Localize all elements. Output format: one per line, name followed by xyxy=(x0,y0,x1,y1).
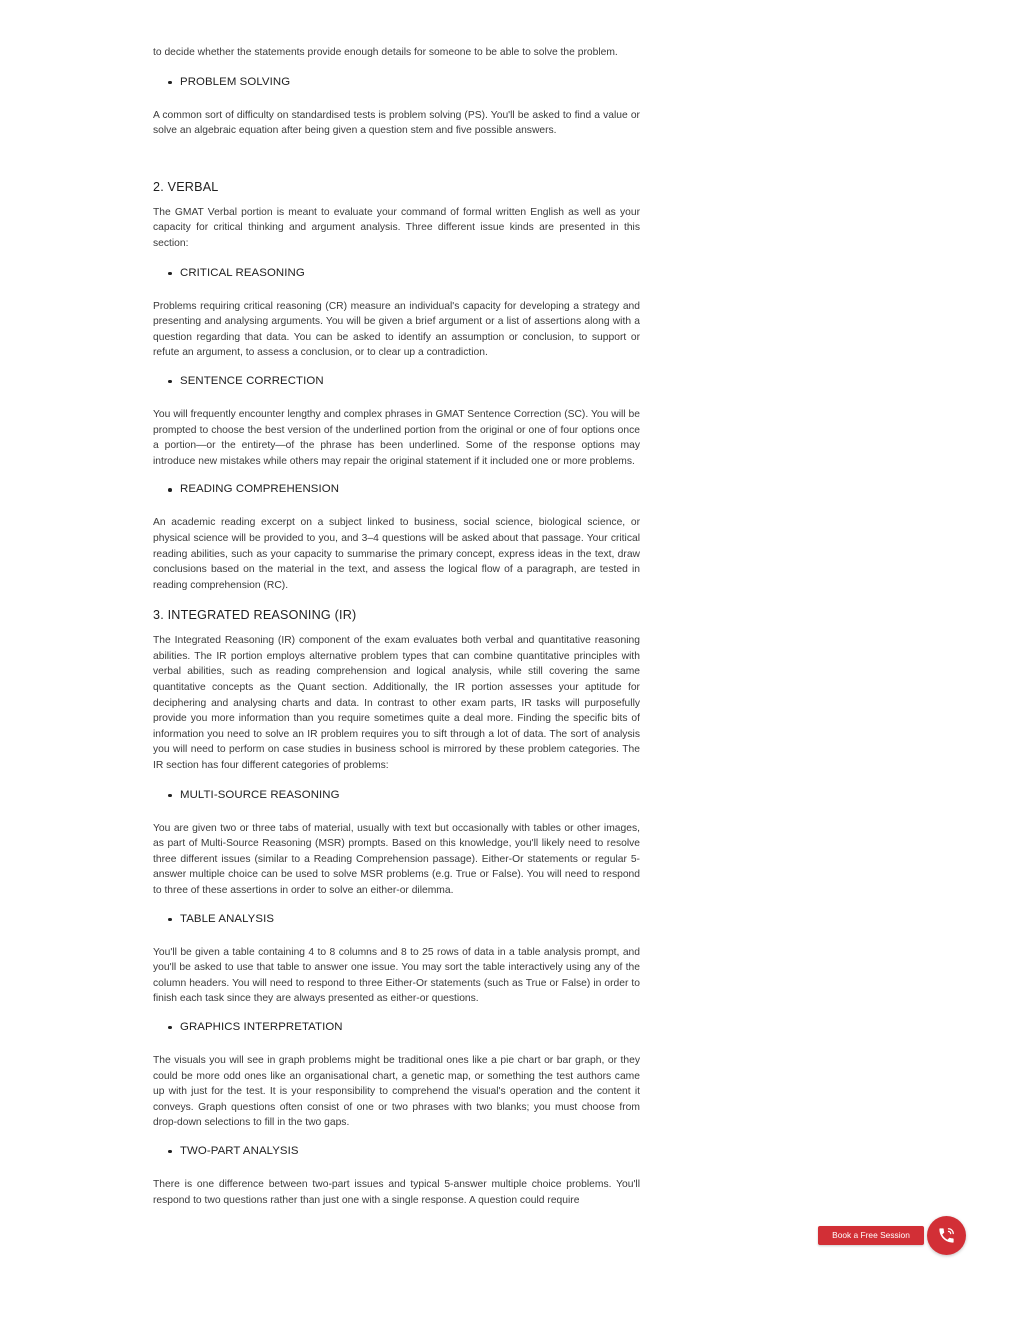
multi-source-reasoning-paragraph: You are given two or three tabs of material, usually with text but occasionally with tables or other images, as part of Multi-Source Reasoning (MSR) prompts. Based on this knowledge, you'll likely need to resolve three different issues (similar to a Reading Comprehension passage). Either-Or statements or regular 5-answer multiple choice can be used to solve MSR problems (e.g. True or False). You will need to respond to three of these assertions in order to solve an either-or dilemma. xyxy=(153,822,640,896)
bullet-sentence-correction: SENTENCE CORRECTION xyxy=(153,374,640,389)
problem-solving-paragraph: A common sort of difficulty on standardised tests is problem solving (PS). You'll be asked to find a value or solve an algebraic equation after being given a question stem and five possible answers. xyxy=(153,109,640,137)
bullet-dot xyxy=(168,272,172,276)
bullet-graphics-interpretation: GRAPHICS INTERPRETATION xyxy=(153,1020,640,1035)
phone-call-icon xyxy=(937,1226,956,1245)
critical-reasoning-paragraph: Problems requiring critical reasoning (CR) measure an individual's capacity for developing a strategy and presenting and analysing arguments. You will be given a brief argument or a list of assertions along with a question regarding that data. You can be asked to identify an assumption or conclusion, to support or refute an argument, to assess a conclusion, or to clear up a contradiction. xyxy=(153,300,640,359)
bullet-multi-source-reasoning: MULTI-SOURCE REASONING xyxy=(153,788,640,803)
intro-tail-paragraph: to decide whether the statements provide enough details for someone to be able to solve the problem. xyxy=(153,47,618,58)
bullet-dot xyxy=(168,1026,172,1030)
bullet-table-analysis: TABLE ANALYSIS xyxy=(153,912,640,927)
call-button[interactable] xyxy=(927,1216,966,1255)
bullet-two-part-analysis: TWO-PART ANALYSIS xyxy=(153,1144,640,1159)
section-heading-integrated-reasoning: 3. INTEGRATED REASONING (IR) xyxy=(153,608,357,623)
sentence-correction-paragraph: You will frequently encounter lengthy and complex phrases in GMAT Sentence Correction (SC). You will be prompted to choose the best version of the underlined portion from the original or one of four options once a portion—or the entirety—of the phrase has been underlined. Some of the response options may introduce new mistakes while others may repair the original statement if it included one or more problems. xyxy=(153,408,640,467)
bullet-dot xyxy=(168,81,172,85)
verbal-intro-paragraph: The GMAT Verbal portion is meant to evaluate your command of formal written English as well as your capacity for critical thinking and argument analysis. Three different issue kinds are presented in this section: xyxy=(153,206,640,249)
book-free-session-button[interactable]: Book a Free Session xyxy=(818,1226,924,1245)
bullet-reading-comprehension: READING COMPREHENSION xyxy=(153,482,640,497)
bullet-dot xyxy=(168,1150,172,1154)
bullet-dot xyxy=(168,918,172,922)
article-body xyxy=(153,45,640,1208)
bullet-dot xyxy=(168,380,172,384)
section-heading-verbal: 2. VERBAL xyxy=(153,179,219,194)
reading-comprehension-paragraph: An academic reading excerpt on a subject linked to business, social science, biological science, or physical science will be provided to you, and 3–4 questions will be asked about that passage. Your critical reading abilities, such as your capacity to summarise the primary concept, express ideas in the text, draw conclusions based on the material in the text, and assess the logical flow of a paragraph, are tested in reading comprehension (RC). xyxy=(153,517,640,591)
table-analysis-paragraph: You'll be given a table containing 4 to 8 columns and 8 to 25 rows of data in a table analysis prompt, and you'll be asked to use that table to answer one issue. You may sort the table interactively using any of the column headers. You will need to respond to three Either-Or statements (such as True or False) in order to finish each task since they are always presented as either-or questions. xyxy=(153,946,640,1005)
graphics-interpretation-paragraph: The visuals you will see in graph problems might be traditional ones like a pie chart or bar graph, or they could be more odd ones like an organisational chart, a genetic map, or something the test authors came up with just for the test. It is your responsibility to comprehend the visual's operation and the content it conveys. Graph questions often consist of one or two phrases with two blanks; you must choose from drop-down selections to fill in the two gaps. xyxy=(153,1054,640,1129)
bullet-dot xyxy=(168,488,172,492)
two-part-analysis-paragraph: There is one difference between two-part issues and typical 5-answer multiple choice problems. You'll respond to two questions rather than just one with a single response. A question could require xyxy=(153,1178,640,1206)
bullet-dot xyxy=(168,794,172,798)
bullet-problem-solving: PROBLEM SOLVING xyxy=(153,75,640,90)
bullet-critical-reasoning: CRITICAL REASONING xyxy=(153,266,640,281)
integrated-reasoning-paragraph: The Integrated Reasoning (IR) component of the exam evaluates both verbal and quantitative reasoning abilities. The IR portion employs alternative problem types that can combine quantitative principles with verbal abilities, such as reading comprehension and logical analysis, while still covering the same quantitative concepts as the Quant section. Additionally, the IR portion assesses your aptitude for deciphering and analysing charts and data. In contrast to other exam parts, IR tasks will purposefully provide you more information than you require sometimes quite a deal more. Finding the specific bits of information you need to solve an IR problem requires you to sift through a lot of data. The sort of analysis you will need to perform on case studies in business school is mirrored by these problem categories. The IR section has four different categories of problems: xyxy=(153,635,640,772)
